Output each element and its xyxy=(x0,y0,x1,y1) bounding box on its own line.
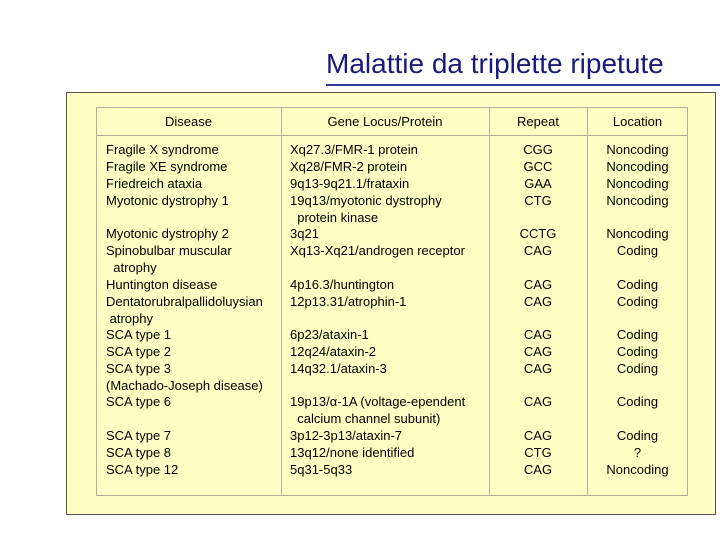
header-divider xyxy=(96,135,688,136)
location-cell: Noncoding Coding xyxy=(606,226,669,258)
location-cell: Noncoding Noncoding Noncoding Noncoding xyxy=(606,142,669,208)
gene-cell: 6p23/ataxin-1 12q24/ataxin-2 14q32.1/ataxin-3 xyxy=(290,327,387,376)
disease-cell: SCA type 7 SCA type 8 SCA type 12 xyxy=(106,428,179,477)
gene-cell: Xq27.3/FMR-1 protein Xq28/FMR-2 protein 9q13-9q21.1/frataxin 19q13/myotonic dystrophy protein kinase xyxy=(290,142,442,225)
header-location: Location xyxy=(612,114,663,129)
repeat-cell: CCTG CAG xyxy=(519,226,557,258)
gene-cell: 3q21 Xq13-Xq21/androgen receptor xyxy=(290,226,465,258)
repeat-cell: CAG CAG CAG xyxy=(523,327,553,376)
gene-cell: 19p13/α-1A (voltage-ependent calcium channel subunit) xyxy=(290,394,466,426)
disease-cell: Myotonic dystrophy 2 Spinobulbar muscular atrophy xyxy=(106,226,232,275)
disease-cell: Fragile X syndrome Fragile XE syndrome Friedreich ataxia Myotonic dystrophy 1 xyxy=(106,142,229,208)
location-cell: Coding Coding xyxy=(616,277,659,309)
repeat-cell: CAG CTG CAG xyxy=(523,428,553,477)
disease-cell: SCA type 1 SCA type 2 SCA type 3 (Machado-Joseph disease) xyxy=(106,327,263,393)
header-gene-locus: Gene Locus/Protein xyxy=(327,114,443,129)
repeat-cell: CAG CAG xyxy=(523,277,553,309)
gene-cell: 3p12-3p13/ataxin-7 13q12/none identified 5q31-5q33 xyxy=(290,428,415,477)
location-cell: Coding Coding Coding xyxy=(616,327,659,376)
repeat-cell: CGG GCC GAA CTG xyxy=(523,142,553,208)
location-cell: Coding ? Noncoding xyxy=(606,428,669,477)
slide-title: Malattie da triplette ripetute xyxy=(326,48,664,79)
disease-cell: SCA type 6 xyxy=(106,394,172,409)
location-cell: Coding xyxy=(616,394,659,409)
header-disease: Disease xyxy=(165,114,212,129)
disease-cell: Huntington disease Dentatorubralpallidoluysian atrophy xyxy=(106,277,263,326)
column-divider xyxy=(281,107,282,496)
header-repeat: Repeat xyxy=(517,114,559,129)
title-underline xyxy=(326,84,720,86)
repeat-cell: CAG xyxy=(523,394,553,409)
gene-cell: 4p16.3/huntington 12p13.31/atrophin-1 xyxy=(290,277,407,309)
